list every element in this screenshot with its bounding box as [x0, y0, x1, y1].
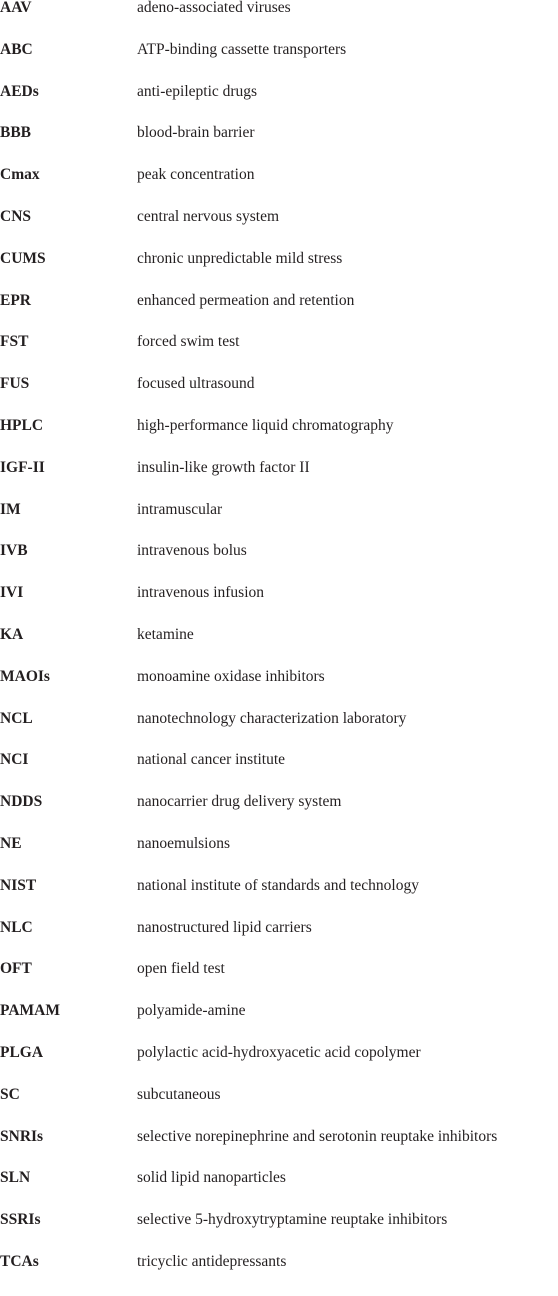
abbreviation-row — [0, 1045, 558, 1087]
abbreviation-row — [0, 1170, 558, 1212]
abbreviation-term: FST — [0, 333, 29, 351]
abbreviation-definition: central nervous system — [137, 207, 280, 225]
abbreviation-term: SNRIs — [0, 1127, 44, 1145]
abbreviation-term: KA — [0, 625, 24, 643]
abbreviation-definition: forced swim test — [137, 333, 240, 351]
abbreviation-term: NLC — [0, 918, 33, 936]
abbreviation-row — [0, 1087, 558, 1129]
abbreviation-term: SSRIs — [0, 1211, 41, 1229]
abbreviation-term: Cmax — [0, 166, 40, 184]
abbreviation-definition: blood-brain barrier — [137, 124, 255, 142]
abbreviation-term: PLGA — [0, 1043, 44, 1061]
abbreviation-term: AEDs — [0, 82, 39, 100]
abbreviation-row — [0, 334, 558, 376]
abbreviation-term: NCL — [0, 709, 33, 727]
abbreviation-row — [0, 167, 558, 209]
abbreviation-row — [0, 627, 558, 669]
abbreviation-term: EPR — [0, 291, 31, 309]
abbreviation-definition: polylactic acid-hydroxyacetic acid copolymer — [137, 1043, 421, 1061]
abbreviation-definition: monoamine oxidase inhibitors — [137, 667, 325, 685]
abbreviation-row — [0, 669, 558, 711]
abbreviation-row — [0, 0, 558, 42]
abbreviation-term: CUMS — [0, 249, 46, 267]
abbreviation-row — [0, 794, 558, 836]
abbreviation-row — [0, 84, 558, 126]
abbreviation-definition: intravenous bolus — [137, 542, 247, 560]
abbreviation-definition: chronic unpredictable mild stress — [137, 249, 343, 267]
abbreviation-definition: open field test — [137, 960, 225, 978]
abbreviation-definition: nanocarrier drug delivery system — [137, 793, 342, 811]
abbreviation-row — [0, 460, 558, 502]
abbreviation-row — [0, 543, 558, 585]
abbreviation-row — [0, 502, 558, 544]
abbreviation-row — [0, 836, 558, 878]
abbreviation-row — [0, 418, 558, 460]
abbreviation-definition: insulin-like growth factor II — [137, 458, 310, 476]
abbreviation-definition: subcutaneous — [137, 1085, 221, 1103]
abbreviation-row — [0, 961, 558, 1003]
abbreviation-term: HPLC — [0, 416, 44, 434]
abbreviation-definition: nanotechnology characterization laboratory — [137, 709, 407, 727]
abbreviation-row — [0, 1003, 558, 1045]
abbreviation-row — [0, 878, 558, 920]
abbreviation-term: TCAs — [0, 1252, 39, 1270]
abbreviation-term: BBB — [0, 124, 32, 142]
abbreviation-row — [0, 1129, 558, 1171]
abbreviation-row — [0, 376, 558, 418]
abbreviation-row — [0, 209, 558, 251]
abbreviation-definition: peak concentration — [137, 166, 255, 184]
abbreviation-definition: nanostructured lipid carriers — [137, 918, 312, 936]
abbreviation-row — [0, 920, 558, 962]
abbreviation-row — [0, 711, 558, 753]
abbreviation-definition: ketamine — [137, 625, 194, 643]
abbreviation-definition: adeno-associated viruses — [137, 0, 291, 16]
abbreviation-definition: nanoemulsions — [137, 834, 230, 852]
abbreviation-row — [0, 251, 558, 293]
abbreviation-definition: national cancer institute — [137, 751, 286, 769]
abbreviation-definition: focused ultrasound — [137, 375, 255, 393]
abbreviation-row — [0, 125, 558, 167]
abbreviation-definition: selective 5-hydroxytryptamine reuptake inhibitors — [137, 1211, 448, 1229]
abbreviation-term: NDDS — [0, 793, 43, 811]
abbreviation-definition: national institute of standards and technology — [137, 876, 419, 894]
abbreviation-definition: anti-epileptic drugs — [137, 82, 258, 100]
abbreviation-definition: ATP-binding cassette transporters — [137, 40, 347, 58]
abbreviation-term: IVB — [0, 542, 28, 560]
abbreviation-definition: solid lipid nanoparticles — [137, 1169, 286, 1187]
abbreviation-definition: intramuscular — [137, 500, 223, 518]
abbreviation-definition: enhanced permeation and retention — [137, 291, 355, 309]
abbreviation-term: PAMAM — [0, 1002, 60, 1020]
abbreviation-definition: polyamide-amine — [137, 1002, 246, 1020]
abbreviation-term: NIST — [0, 876, 37, 894]
abbreviation-row — [0, 1212, 558, 1254]
abbreviation-row — [0, 42, 558, 84]
abbreviation-row — [0, 1254, 558, 1296]
abbreviation-term: IGF-II — [0, 458, 45, 476]
abbreviation-term: MAOIs — [0, 667, 50, 685]
abbreviation-term: FUS — [0, 375, 30, 393]
abbreviation-row — [0, 293, 558, 335]
abbreviation-term: ABC — [0, 40, 33, 58]
abbreviation-term: NE — [0, 834, 22, 852]
abbreviation-definition: high-performance liquid chromatography — [137, 416, 394, 434]
abbreviation-term: CNS — [0, 207, 32, 225]
abbreviation-term: IM — [0, 500, 21, 518]
abbreviation-term: NCI — [0, 751, 29, 769]
abbreviation-term: SC — [0, 1085, 20, 1103]
abbreviation-term: AAV — [0, 0, 32, 16]
abbreviation-row — [0, 585, 558, 627]
abbreviation-term: IVI — [0, 584, 24, 602]
abbreviation-term: OFT — [0, 960, 32, 978]
abbreviation-definition: selective norepinephrine and serotonin reuptake inhibitors — [137, 1127, 498, 1145]
abbreviation-term: SLN — [0, 1169, 31, 1187]
abbreviation-row — [0, 752, 558, 794]
abbreviation-definition: tricyclic antidepressants — [137, 1252, 287, 1270]
abbreviation-definition: intravenous infusion — [137, 584, 264, 602]
